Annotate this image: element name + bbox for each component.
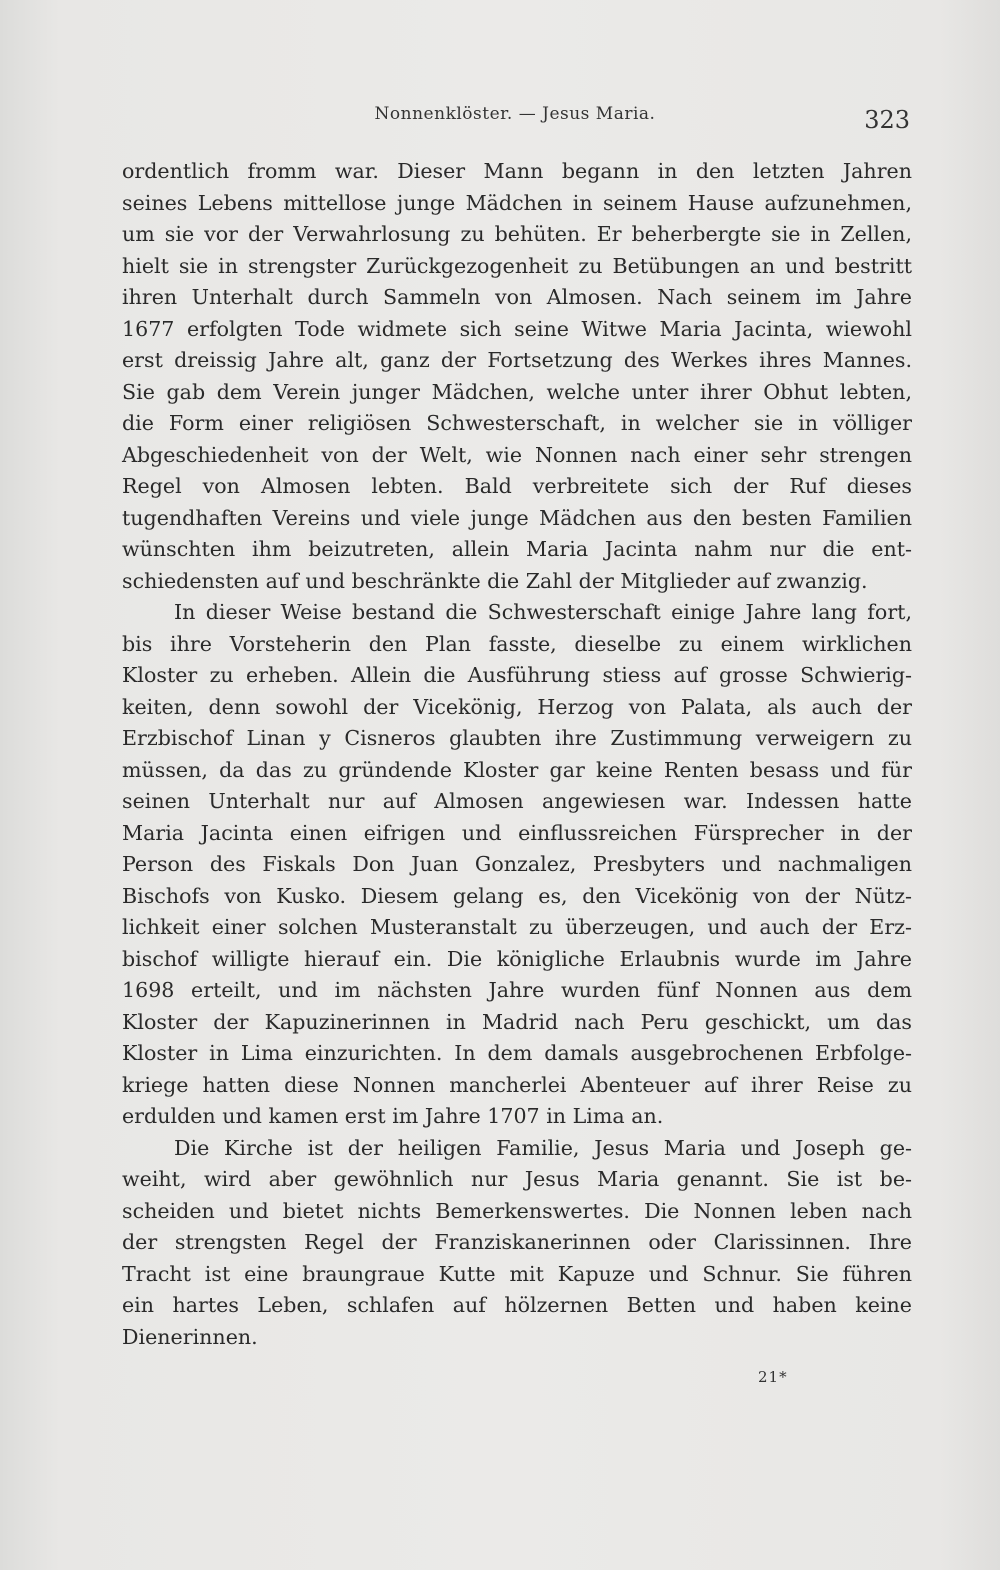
text-line: ordentlich fromm war. Dieser Mann begann in den letzten Jahren	[122, 159, 912, 183]
text-line: Kloster zu erheben. Allein die Ausführung stiess auf grosse Schwierig-	[122, 663, 912, 687]
text-line: um sie vor der Verwahrlosung zu behüten. Er beherbergte sie in Zellen,	[122, 222, 912, 246]
text-line: 1677 erfolgten Tode widmete sich seine Witwe Maria Jacinta, wiewohl	[122, 316, 912, 341]
text-line: seinen Unterhalt nur auf Almosen angewiesen war. Indessen hatte	[122, 789, 912, 813]
text-line: weiht, wird aber gewöhnlich nur Jesus Maria genannt. Sie ist be-	[122, 1167, 912, 1191]
text-line: Kloster in Lima einzurichten. In dem damals ausgebrochenen Erbfolge-	[122, 1041, 912, 1065]
text-line: Tracht ist eine braungraue Kutte mit Kapuze und Schnur. Sie führen	[122, 1261, 912, 1286]
text-line: hielt sie in strengster Zurückgezogenheit zu Betübungen an und bestritt	[122, 253, 912, 278]
text-line: Abgeschiedenheit von der Welt, wie Nonnen nach einer sehr strengen	[122, 442, 912, 467]
text-line: scheiden und bietet nichts Bemerkenswertes. Die Nonnen leben nach	[122, 1198, 912, 1223]
text-line: keiten, denn sowohl der Vicekönig, Herzog von Palata, als auch der	[122, 694, 912, 719]
text-line: ihren Unterhalt durch Sammeln von Almosen. Nach seinem im Jahre	[122, 285, 912, 309]
text-line: bis ihre Vorsteherin den Plan fasste, dieselbe zu einem wirklichen	[122, 631, 912, 656]
text-line: 1698 erteilt, und im nächsten Jahre wurden fünf Nonnen aus dem	[122, 978, 912, 1002]
text-line: bischof willigte hierauf ein. Die königliche Erlaubnis wurde im Jahre	[122, 946, 912, 971]
text-line: Person des Fiskals Don Juan Gonzalez, Presbyters und nachmaligen	[122, 852, 912, 876]
text-line: In dieser Weise bestand die Schwesterschaft einige Jahre lang fort,	[174, 600, 912, 624]
text-line: der strengsten Regel der Franziskanerinnen oder Clarissinnen. Ihre	[122, 1230, 912, 1254]
text-line: schiedensten auf und beschränkte die Zahl der Mitglieder auf zwanzig.	[122, 568, 868, 593]
text-line: Maria Jacinta einen eifrigen und einflussreichen Fürsprecher in der	[122, 820, 912, 845]
text-line: tugendhaften Vereins und viele junge Mädchen aus den besten Familien	[122, 505, 912, 530]
text-line: die Form einer religiösen Schwesterschaft, in welcher sie in völliger	[122, 411, 912, 435]
text-line: ein hartes Leben, schlafen auf hölzernen Betten und haben keine	[122, 1293, 912, 1317]
text-line: seines Lebens mittellose junge Mädchen in seinem Hause aufzunehmen,	[122, 190, 912, 215]
text-line: müssen, da das zu gründende Kloster gar keine Renten besass und für	[122, 757, 912, 782]
body-text	[122, 156, 912, 1353]
text-line: Kloster der Kapuzinerinnen in Madrid nach Peru geschickt, um das	[122, 1009, 912, 1034]
signature-mark: 21*	[758, 1368, 788, 1386]
text-line: Regel von Almosen lebten. Bald verbreitete sich der Ruf dieses	[122, 474, 912, 498]
text-line: Die Kirche ist der heiligen Familie, Jesus Maria und Joseph ge-	[174, 1135, 912, 1160]
text-line: erdulden und kamen erst im Jahre 1707 in Lima an.	[122, 1104, 664, 1128]
running-title: Nonnenklöster. — Jesus Maria.	[374, 104, 656, 124]
running-head	[120, 104, 910, 136]
page-number: 323	[864, 106, 910, 134]
text-line: Erzbischof Linan y Cisneros glaubten ihre Zustimmung verweigern zu	[122, 726, 912, 750]
text-line: lichkeit einer solchen Musteranstalt zu überzeugen, und auch der Erz-	[122, 915, 912, 939]
text-line: wünschten ihm beizutreten, allein Maria Jacinta nahm nur die ent-	[122, 537, 912, 561]
text-line: kriege hatten diese Nonnen mancherlei Abenteuer auf ihrer Reise zu	[122, 1072, 912, 1097]
text-line: Sie gab dem Verein junger Mädchen, welche unter ihrer Obhut lebten,	[122, 379, 912, 404]
text-line: Dienerinnen.	[122, 1324, 258, 1349]
text-line: erst dreissig Jahre alt, ganz der Fortsetzung des Werkes ihres Mannes.	[122, 348, 912, 372]
text-line: Bischofs von Kusko. Diesem gelang es, den Vicekönig von der Nütz-	[122, 883, 912, 908]
